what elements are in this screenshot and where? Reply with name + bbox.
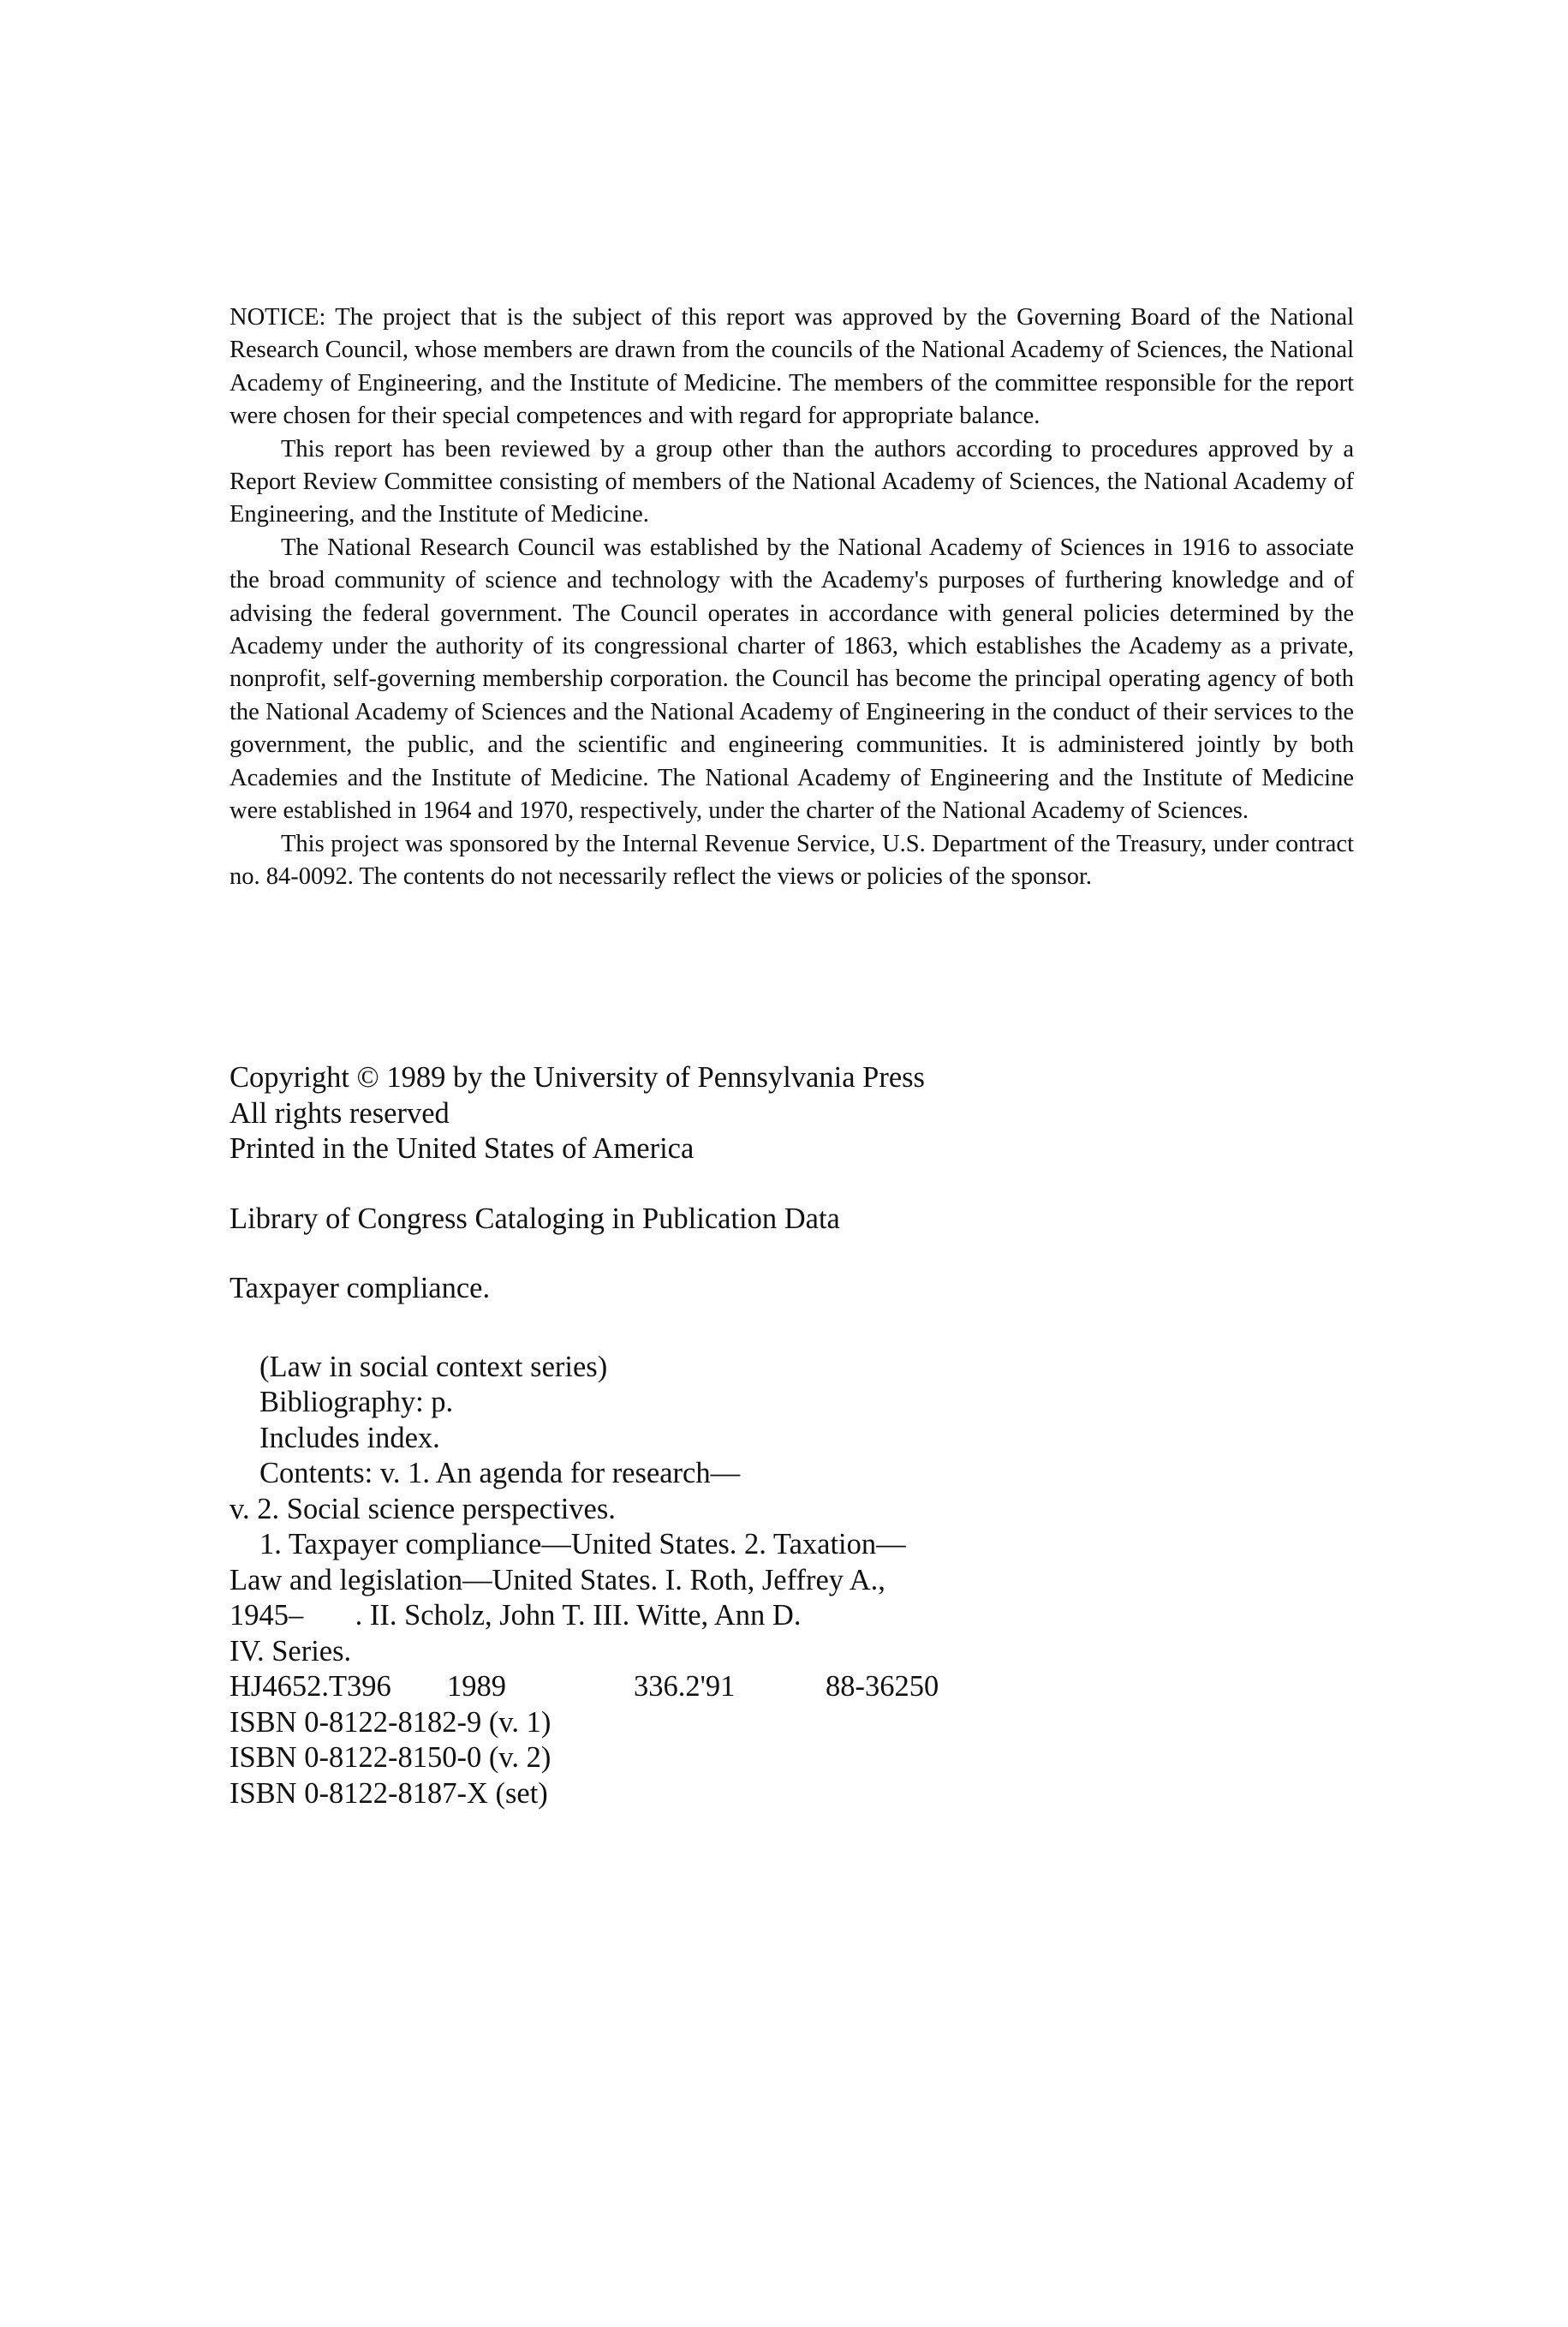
lccn-number: 88-36250 [826,1670,939,1703]
call-number: HJ4652.T396 [230,1670,391,1703]
cip-index-note: Includes index. [259,1421,440,1454]
isbn-line: ISBN 0-8122-8150-0 (v. 2) [230,1741,551,1774]
cip-series-note: (Law in social context series) [259,1350,608,1383]
copyright-section [230,1060,1086,1811]
cip-bibliography: Bibliography: p. [259,1386,454,1418]
isbn-line: ISBN 0-8122-8187-X (set) [230,1776,548,1810]
notice-section [230,301,1354,893]
isbn-line: ISBN 0-8122-8182-9 (v. 1) [230,1705,551,1739]
notice-paragraph: The National Research Council was established by the National Academy of Sciences in 1916 to associate the broad community of science and technology with the Academy's purposes of furthering knowledge and of advising the federal government. The Council operates in accordance with general policies determined by the Academy under the authority of its congressional charter of 1863, which establishes the Academy as a private, nonprofit, self-governing membership corporation. the Council has become the principal operating agency of both the National Academy of Sciences and the National Academy of Engineering in the conduct of their services to the government, the public, and the scientific and engineering communities. It is administered jointly by both Academies and the Institute of Medicine. The National Academy of Engineering and the Institute of Medicine were established in 1964 and 1970, respectively, under the charter of the National Academy of Sciences. [230,534,1354,825]
notice-paragraph: This project was sponsored by the Internal Revenue Service, U.S. Department of the Treasury, under contract no. 84-0092. The contents do not necessarily reflect the views or policies of the sponsor. [230,830,1354,890]
cip-title: Taxpayer compliance. [230,1272,491,1304]
notice-paragraph: This report has been reviewed by a group other than the authors according to procedures approved by a Report Review Committee consisting of members of the National Academy of Sciences, the National Academy of Engineering, and the Institute of Medicine. [230,435,1354,528]
printed-line: Printed in the United States of America [230,1132,695,1165]
cip-subjects-line: IV. Series. [230,1634,352,1668]
cip-subjects-line: 1. Taxpayer compliance—United States. 2. Taxation— [259,1528,906,1560]
copyright-line: Copyright © 1989 by the University of Pennsylvania Press [230,1061,925,1094]
notice-paragraph: NOTICE: The project that is the subject of this report was approved by the Governing Board of the National Research Council, whose members are drawn from the councils of the National Academy of Sciences, the National Academy of Engineering, and the Institute of Medicine. The members of the committee responsible for the report were chosen for their special competences and with regard for appropriate balance. [230,304,1354,430]
publication-year: 1989 [447,1670,506,1703]
cip-classification-row [230,1669,1086,1705]
cip-header: Library of Congress Cataloging in Publication Data [230,1202,840,1235]
cip-contents-line: Contents: v. 1. An agenda for research— [259,1457,741,1489]
rights-line: All rights reserved [230,1096,450,1130]
dewey-number: 336.2'91 [634,1670,736,1703]
cip-subjects-line: Law and legislation—United States. I. Roth, Jeffrey A., [230,1563,885,1596]
cip-subjects-line: 1945– . II. Scholz, John T. III. Witte, Ann D. [230,1599,802,1632]
cip-contents-line: v. 2. Social science perspectives. [230,1492,616,1525]
